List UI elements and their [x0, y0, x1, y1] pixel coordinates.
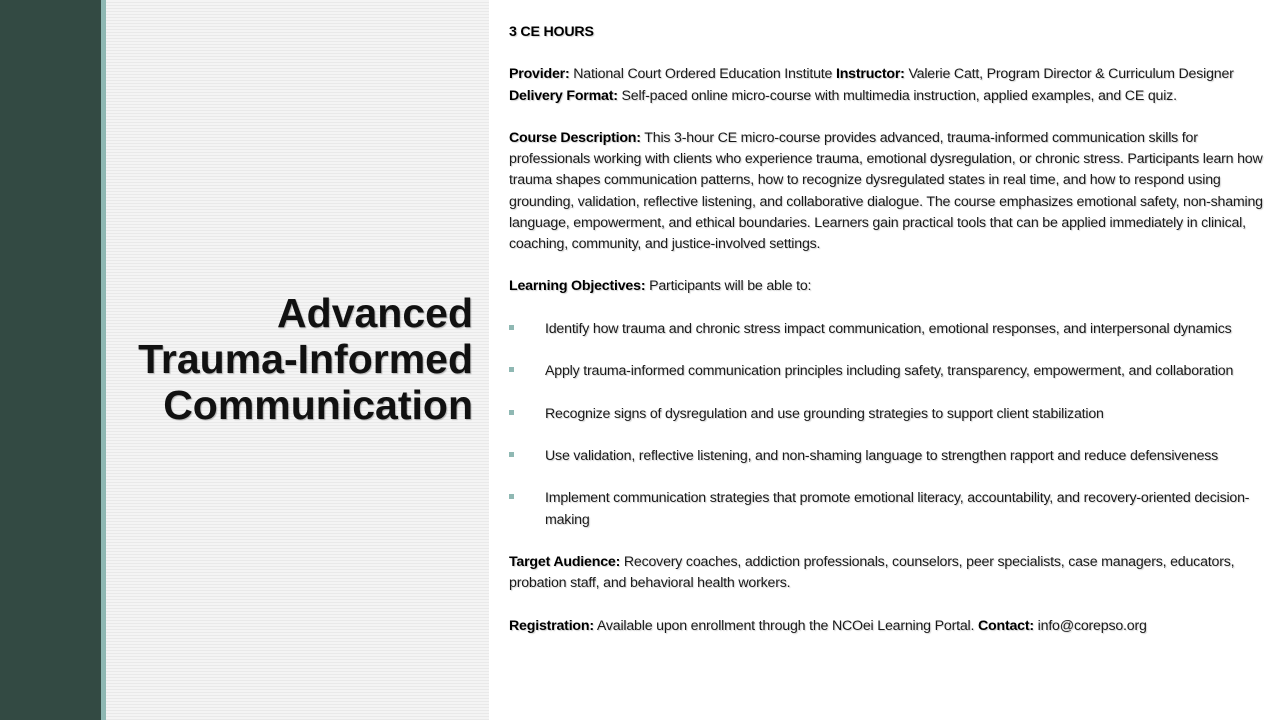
- bullet-icon: [509, 494, 514, 499]
- objectives-list: [509, 319, 1269, 531]
- provider-block: [509, 64, 1269, 106]
- dark-side-band: [0, 0, 101, 720]
- contact-email[interactable]: info@corepso.org: [1037, 617, 1147, 634]
- instructor-label: Instructor:: [835, 66, 905, 83]
- objective-text: Implement communication strategies that promote emotional literacy, accountability, and recovery-oriented decision-making: [545, 490, 1250, 528]
- description-label: Course Description:: [509, 129, 641, 146]
- contact-label: Contact:: [977, 617, 1034, 634]
- registration-text: Available upon enrollment through the NCOei Learning Portal.: [596, 617, 975, 634]
- list-item: [509, 361, 1269, 382]
- list-item: [509, 404, 1269, 425]
- bullet-icon: [509, 367, 514, 372]
- list-item: [509, 446, 1269, 467]
- registration-label: Registration:: [509, 617, 594, 634]
- provider-label: Provider:: [509, 66, 570, 83]
- format-label: Delivery Format:: [509, 87, 618, 104]
- description-block: [509, 128, 1269, 255]
- objective-text: Apply trauma-informed communication principles including safety, transparency, empowerment, and collaboration: [545, 363, 1234, 380]
- list-item: [509, 319, 1269, 340]
- bullet-icon: [509, 410, 514, 415]
- objectives-intro: [509, 276, 1269, 297]
- list-item: [509, 488, 1269, 530]
- title-line-2: Trauma-Informed: [138, 336, 473, 382]
- slide-title: [113, 290, 473, 428]
- registration-block: [509, 616, 1269, 637]
- bullet-icon: [509, 452, 514, 457]
- content-body: [509, 22, 1269, 658]
- objective-text: Recognize signs of dysregulation and use grounding strategies to support client stabilization: [545, 405, 1104, 422]
- objectives-intro-text: Participants will be able to:: [649, 278, 812, 295]
- audience-label: Target Audience:: [509, 553, 621, 570]
- description-text: This 3-hour CE micro-course provides advanced, trauma-informed communication skills for professionals working with clients who experience trauma, emotional dysregulation, or chronic stress. Participants learn how trauma shapes communication patterns, how to recognize dysregulated states in real time, and how to respond using grounding, validation, reflective listening, and collaborative dialogue. The course emphasizes emotional safety, non-shaming language, empowerment, and ethical boundaries. Learners gain practical tools that can be applied immediately in clinical, coaching, community, and justice-involved settings.: [509, 129, 1263, 252]
- objectives-label: Learning Objectives:: [509, 278, 646, 295]
- provider-value: National Court Ordered Education Institute: [573, 66, 833, 83]
- audience-block: [509, 552, 1269, 594]
- objective-text: Use validation, reflective listening, and non-shaming language to strengthen rapport and reduce defensiveness: [545, 447, 1219, 464]
- title-panel: [106, 0, 489, 720]
- objective-text: Identify how trauma and chronic stress impact communication, emotional responses, and interpersonal dynamics: [545, 320, 1232, 337]
- bullet-icon: [509, 325, 514, 330]
- ce-hours: 3 CE HOURS: [509, 24, 594, 40]
- format-value: Self-paced online micro-course with multimedia instruction, applied examples, and CE quiz.: [621, 87, 1177, 104]
- title-line-3: Communication: [163, 382, 473, 428]
- instructor-value: Valerie Catt, Program Director & Curriculum Designer: [908, 66, 1234, 83]
- title-line-1: Advanced: [277, 290, 473, 336]
- audience-text: Recovery coaches, addiction professionals, counselors, peer specialists, case managers, educators, probation staff, and behavioral health workers.: [509, 553, 1235, 592]
